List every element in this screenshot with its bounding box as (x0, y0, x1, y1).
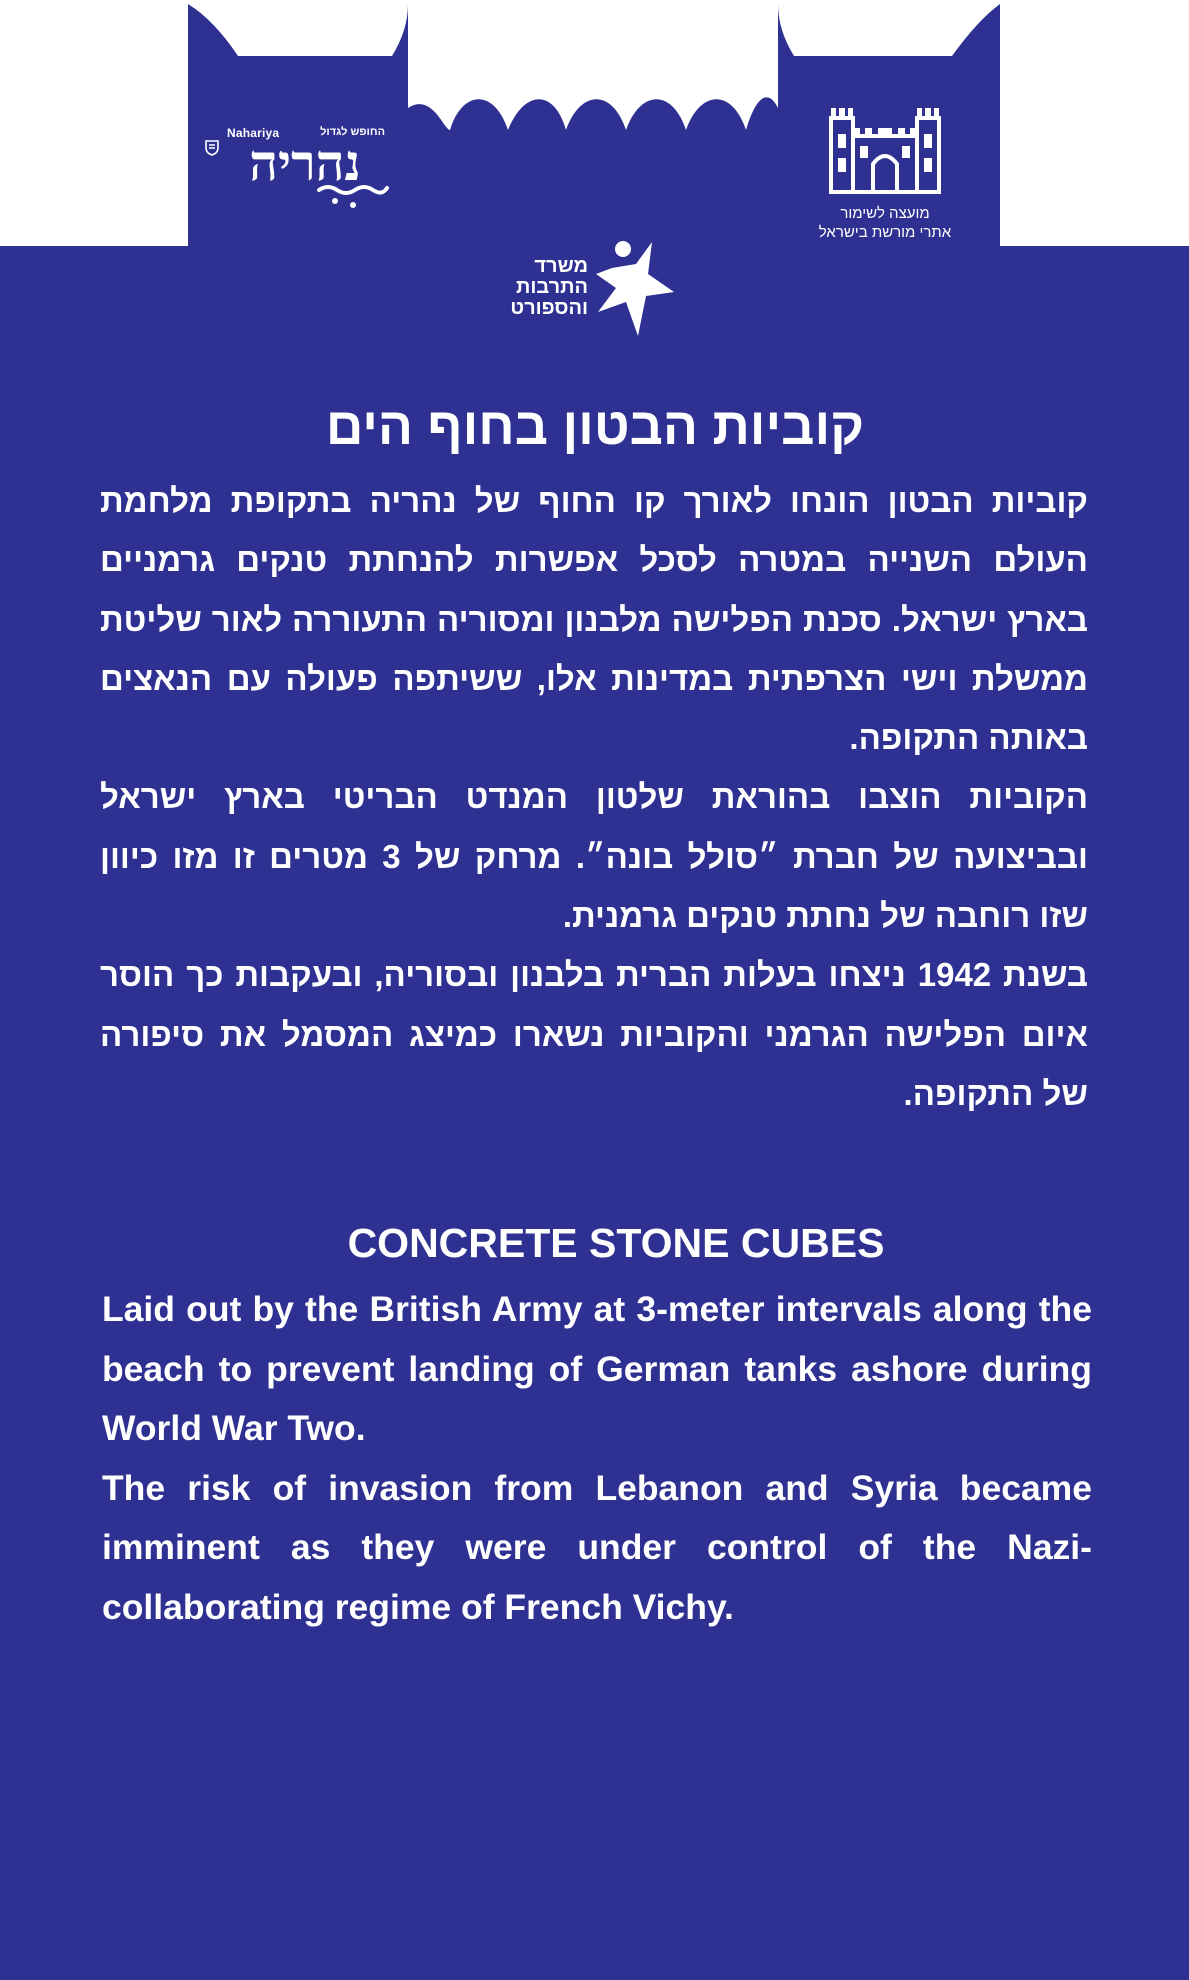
hebrew-paragraph: הקוביות הוצבו בהוראת שלטון המנדט הבריטי בארץ ישראל ובביצועה של חברת ״סולל בונה״. מרחק של 3 מטרים זו מזו כיוון שזו רוחבה של נחתת טנקים גרמנית. (100, 778, 1088, 935)
ministry-name-line2: התרבות (516, 276, 588, 298)
star-figure-icon (590, 240, 676, 340)
hebrew-body (100, 471, 1088, 1123)
heritage-council-name-line2: אתרי מורשת בישראל (818, 224, 952, 241)
ministry-name-line3: והספורט (510, 297, 588, 319)
city-shield-icon (205, 140, 219, 156)
hebrew-paragraph: בשנת 1942 ניצחו בעלות הברית בלבנון ובסוריה, ובעקבות כך הוסר איום הפלישה הגרמני והקוביות נשארו כמיצג המסמל את סיפורה של התקופה. (100, 956, 1089, 1112)
nahariya-latin-name: Nahariya (227, 126, 280, 140)
heritage-council-name (805, 204, 965, 242)
ministry-name (494, 256, 588, 319)
english-paragraph: The risk of invasion from Lebanon and Syria became imminent as they were under control of the Nazi-collaborating regime of French Vichy. (102, 1467, 1092, 1627)
nahariya-hebrew-name: נהריה (249, 133, 361, 192)
english-paragraph: Laid out by the British Army at 3-meter intervals along the beach to prevent landing of German tanks ashore during World War Two. (102, 1289, 1092, 1448)
wave-icon (317, 182, 389, 210)
english-title: CONCRETE STONE CUBES (347, 1220, 885, 1266)
nahariya-tagline: החופש לגדול (320, 126, 385, 138)
english-body (102, 1280, 1092, 1637)
heritage-council-name-line1: מועצה לשימור (840, 205, 930, 222)
historic-building-icon (825, 100, 945, 196)
heritage-council-logo (805, 100, 965, 245)
hebrew-paragraph: קוביות הבטון הונחו לאורך קו החוף של נהריה בתקופת מלחמת העולם השנייה במטרה לסכל אפשרות להנחתת טנקים גרמניים בארץ ישראל. סכנת הפלישה מלבנון ומסוריה התעוררה לאור שליטת ממשלת וישי הצרפתית במדינות אלו, ששיתפה פעולה עם הנאצים באותה התקופה. (100, 482, 1088, 757)
nahariya-logo (205, 120, 385, 215)
ministry-name-line1: משרד (534, 255, 588, 277)
ministry-logo (490, 240, 700, 345)
hebrew-title: קוביות הבטון בחוף הים (325, 398, 865, 456)
